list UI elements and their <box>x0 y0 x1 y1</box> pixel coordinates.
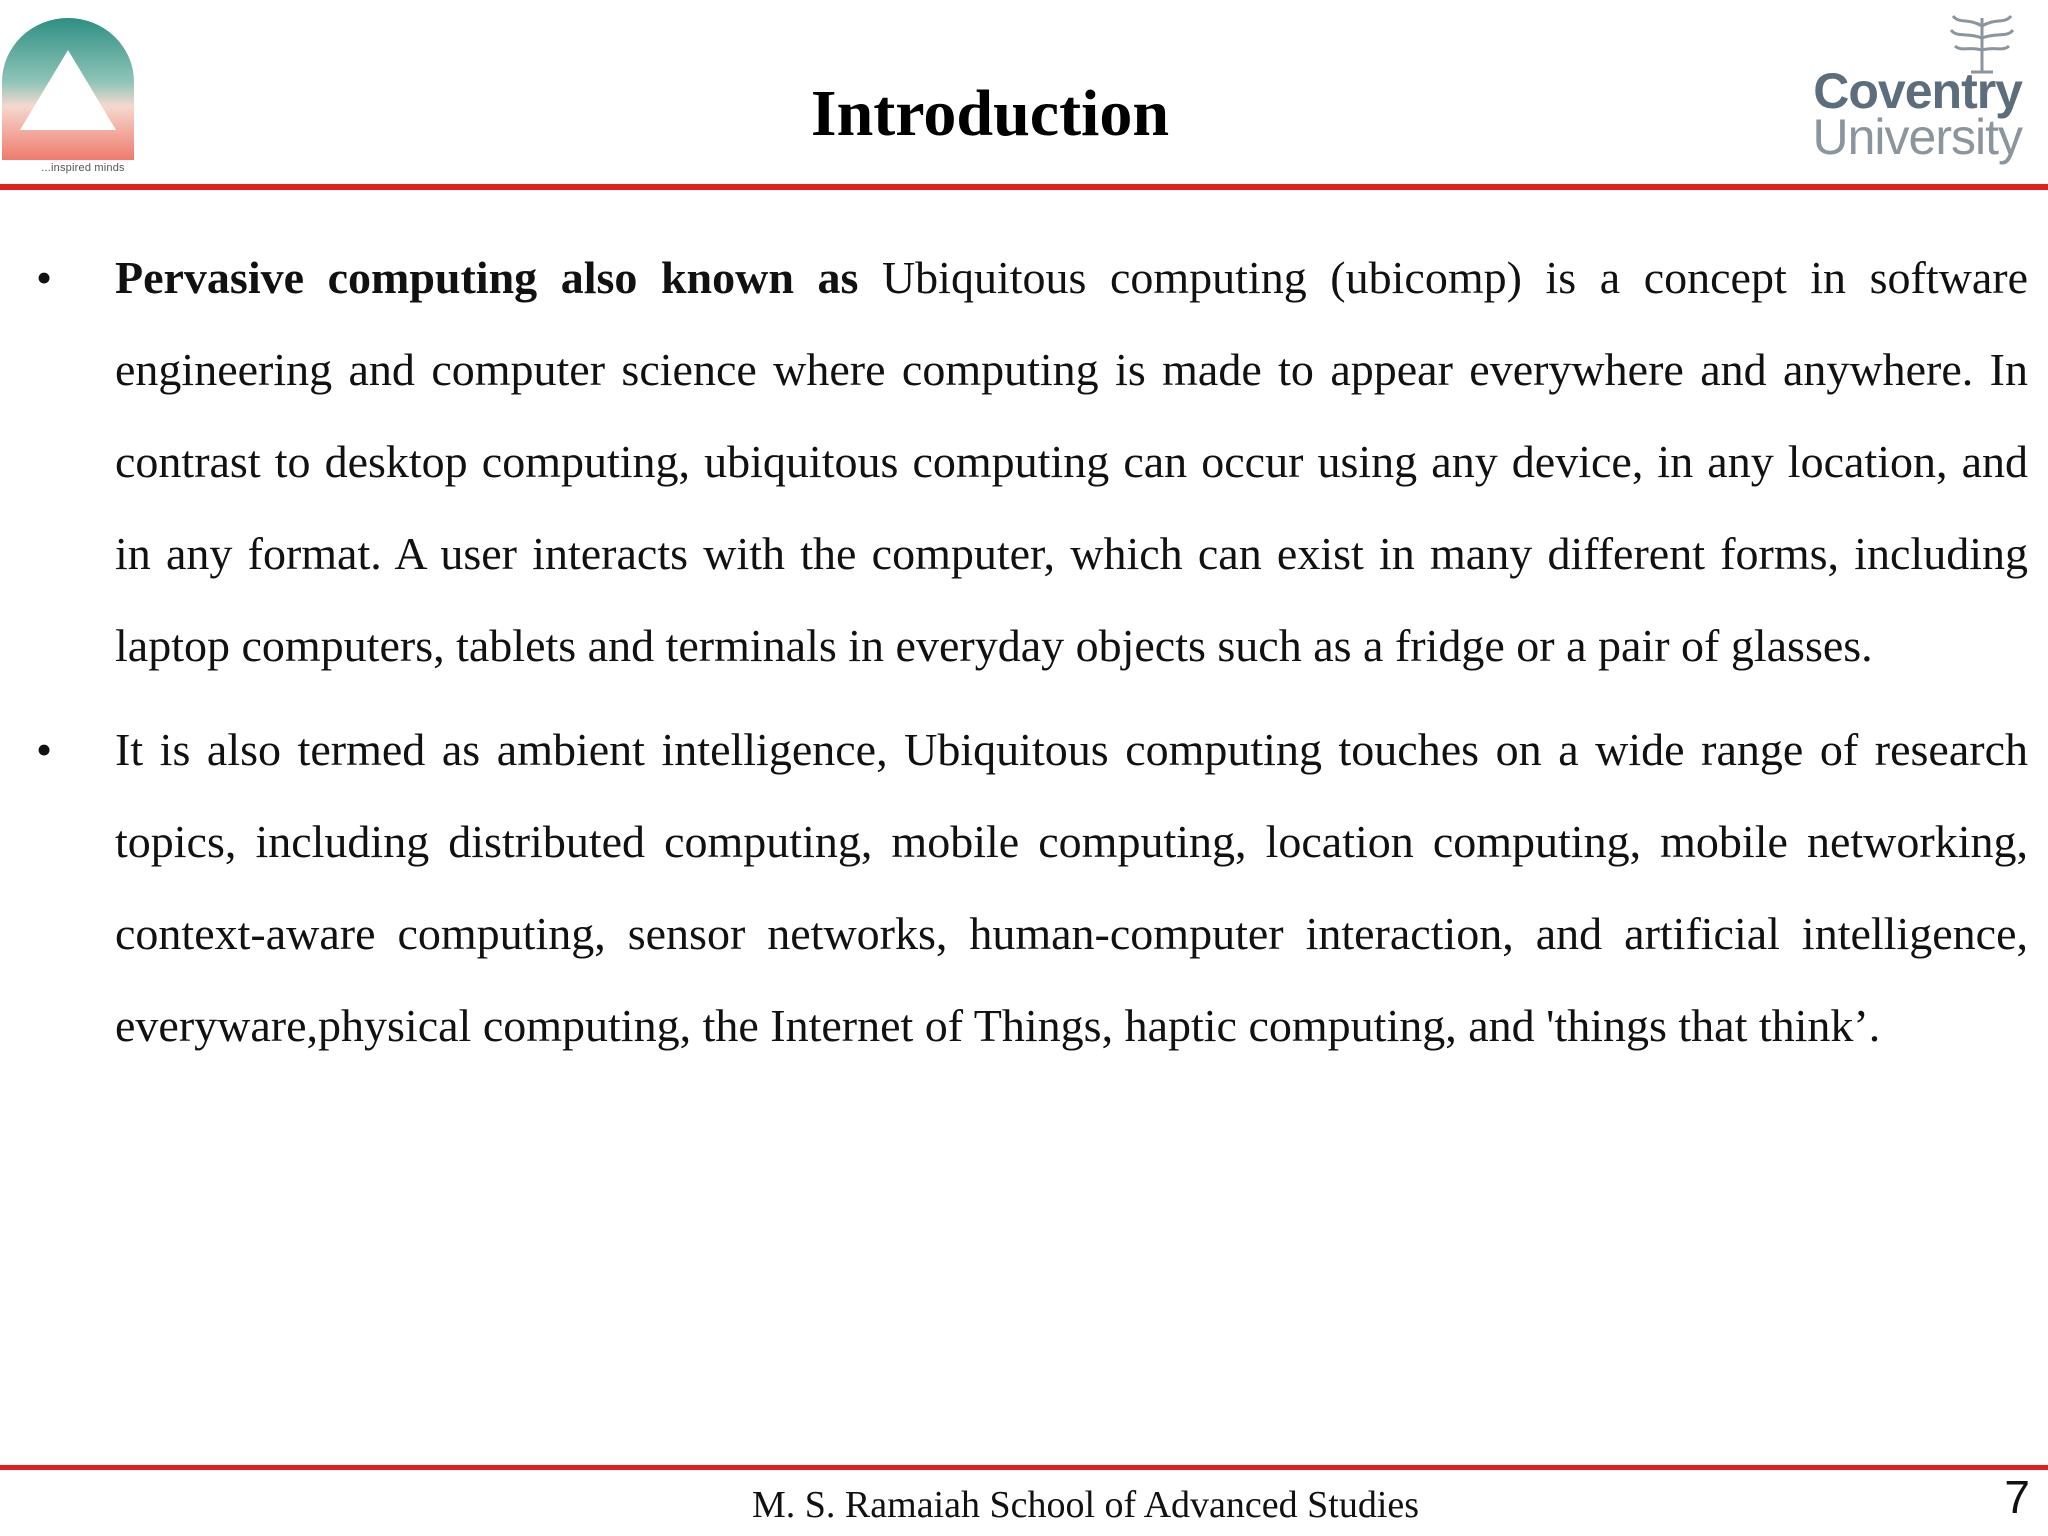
page-title: Introduction <box>810 77 1170 150</box>
bullet-body: It is also termed as ambient intelligence, Ubiquitous computing touches on a wide range of research topics, including distributed computing, mobile computing, location computing, mobile networking, context-aware computing, sensor networks, human-computer interaction, and artificial intelligence, everyware,physical computing, the Internet of Things, haptic computing, and 'things that think’. <box>115 724 2028 1051</box>
msrsas-logo-caption: ...inspired minds <box>41 162 125 174</box>
bullet-marker: • <box>36 252 53 303</box>
coventry-university-logo <box>1812 10 2022 170</box>
slide-body <box>0 232 2048 1084</box>
bullet-text <box>115 232 2028 692</box>
bullet-lead: Pervasive computing also known as <box>115 252 859 303</box>
footer-institution: M. S. Ramaiah School of Advanced Studies <box>752 1484 1420 1526</box>
coventry-logo-line2: University <box>1812 109 2022 165</box>
bullet-item-1 <box>0 232 2048 692</box>
bullet-body: Ubiquitous computing (ubicomp) is a concept in software engineering and computer science where computing is made to appear everywhere and anywhere. In contrast to desktop computing, ubiquitous computing can occur using any device, in any location, and in any format. A user interacts with the computer, which can exist in many different forms, including laptop computers, tablets and terminals in everyday objects such as a fridge or a pair of glasses. <box>115 252 2028 671</box>
bullet-text <box>115 704 2028 1072</box>
header-divider <box>0 184 2048 190</box>
bullet-item-2 <box>0 704 2048 1072</box>
bullet-marker: • <box>36 724 53 775</box>
page-number: 7 <box>2004 1471 2030 1523</box>
footer-divider <box>0 1465 2048 1470</box>
coventry-logo-line1: Coventry <box>1813 63 2022 119</box>
